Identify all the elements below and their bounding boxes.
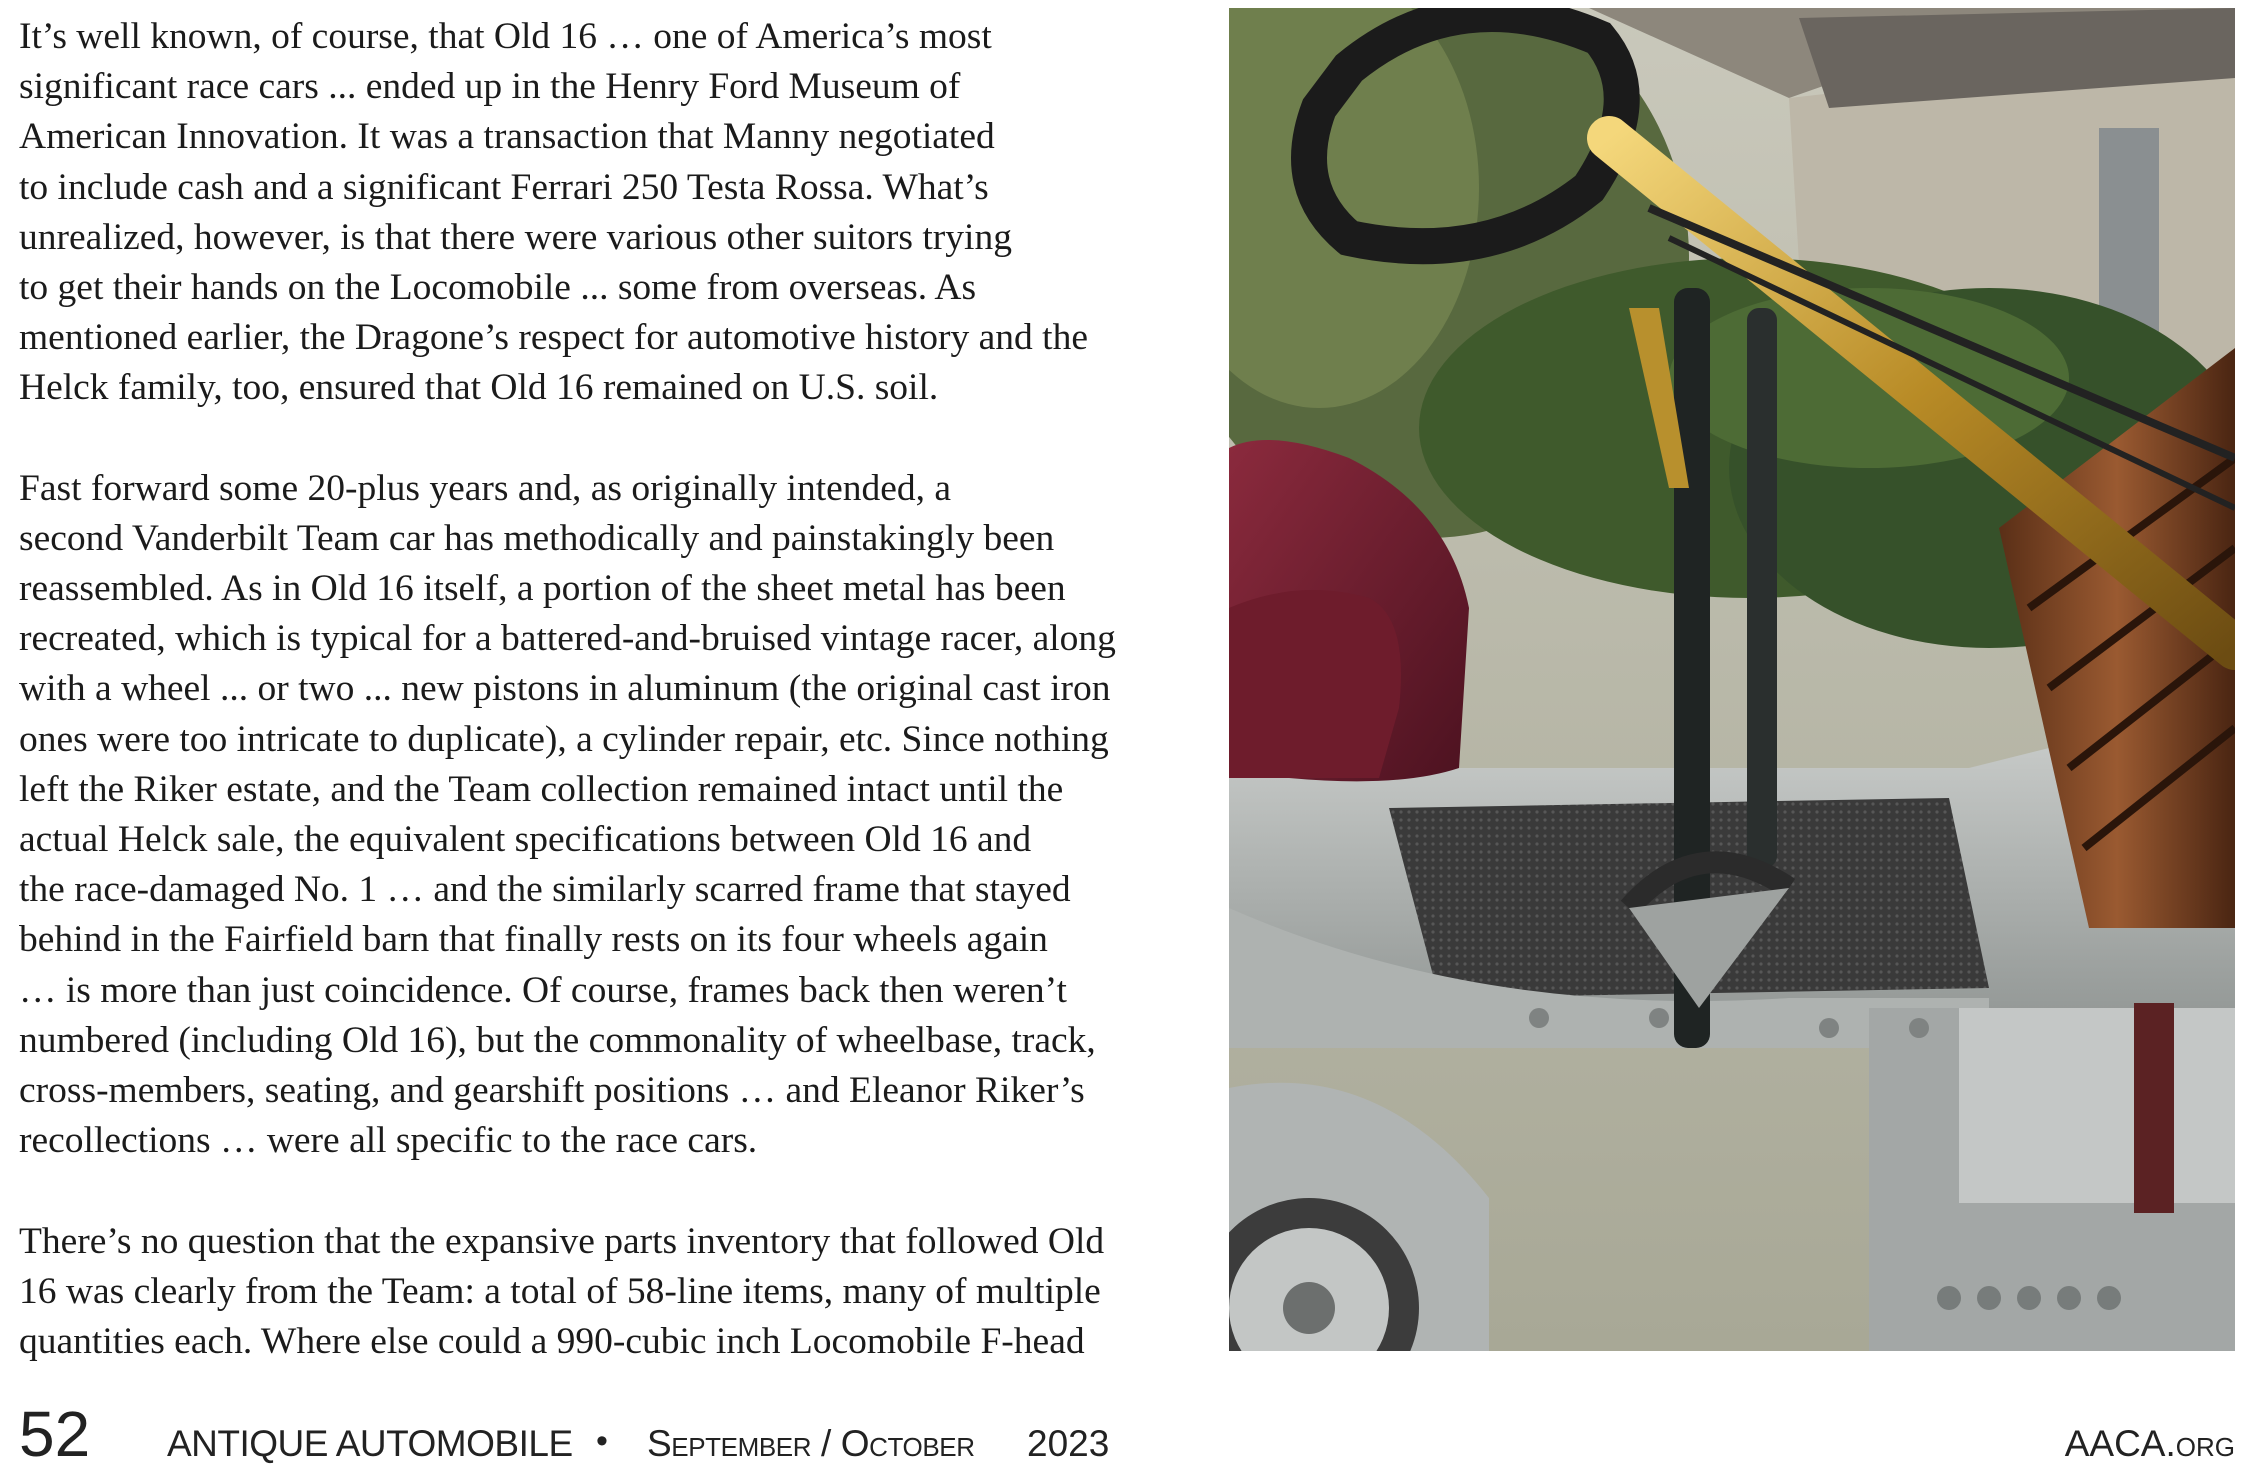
text-line: … is more than just coincidence. Of course, frames back then weren’t	[19, 969, 1067, 1011]
text-line: Fast forward some 20-plus years and, as originally intended, a	[19, 467, 952, 509]
text-line: significant race cars ... ended up in the Henry Ford Museum of	[19, 66, 961, 108]
website-link[interactable]: AACA.org	[2064, 1423, 2235, 1464]
paragraph-3	[19, 1217, 1209, 1368]
text-line: behind in the Fairfield barn that finally rests on its four wheels again	[19, 919, 1048, 961]
car-cockpit-illustration	[1229, 8, 2235, 1351]
issue-month: September / October	[647, 1423, 975, 1464]
text-line: actual Helck sale, the equivalent specifications between Old 16 and	[19, 819, 1032, 860]
bullet-separator: •	[596, 1422, 608, 1460]
magazine-title: ANTIQUE AUTOMOBILE	[167, 1423, 573, 1464]
paragraph-1	[19, 12, 1209, 414]
text-line: to include cash and a significant Ferrari 250 Testa Rossa. What’s	[19, 166, 989, 208]
text-line: ones were too intricate to duplicate), a cylinder repair, etc. Since nothing	[19, 718, 1109, 760]
text-line: left the Riker estate, and the Team collection remained intact until the	[19, 768, 1064, 810]
text-line: mentioned earlier, the Dragone’s respect for automotive history and the	[19, 317, 1088, 359]
text-line: recreated, which is typical for a battered-and-bruised vintage racer, along	[19, 618, 1116, 660]
text-line: 16 was clearly from the Team: a total of 58-line items, many of multiple	[19, 1270, 1101, 1312]
text-line: second Vanderbilt Team car has methodically and painstakingly been	[19, 517, 1055, 559]
text-line: numbered (including Old 16), but the commonality of wheelbase, track,	[19, 1019, 1096, 1061]
text-line: cross-members, seating, and gearshift positions … and Eleanor Riker’s	[19, 1069, 1085, 1111]
text-line: recollections … were all specific to the race cars.	[19, 1120, 758, 1162]
page-footer	[0, 1390, 2244, 1470]
page-number: 52	[19, 1398, 91, 1470]
text-line: reassembled. As in Old 16 itself, a portion of the sheet metal has been	[19, 568, 1066, 610]
paragraph-2	[19, 464, 1209, 1167]
text-line: American Innovation. It was a transaction that Manny negotiated	[19, 116, 995, 158]
text-line: the race-damaged No. 1 … and the similarly scarred frame that stayed	[19, 869, 1071, 911]
vintage-race-car-photo	[1229, 8, 2235, 1351]
text-line: Helck family, too, ensured that Old 16 remained on U.S. soil.	[19, 367, 939, 409]
text-line: unrealized, however, is that there were various other suitors trying	[19, 216, 1012, 258]
article-text	[19, 12, 1209, 1367]
text-line: It’s well known, of course, that Old 16 … one of America’s most	[19, 16, 992, 57]
text-line: There’s no question that the expansive parts inventory that followed Old	[19, 1220, 1105, 1262]
issue-year: 2023	[1027, 1423, 1110, 1464]
text-line: quantities each. Where else could a 990-cubic inch Locomobile F-head	[19, 1320, 1085, 1362]
text-line: to get their hands on the Locomobile ... some from overseas. As	[19, 266, 977, 308]
text-line: with a wheel ... or two ... new pistons in aluminum (the original cast iron	[19, 668, 1111, 710]
